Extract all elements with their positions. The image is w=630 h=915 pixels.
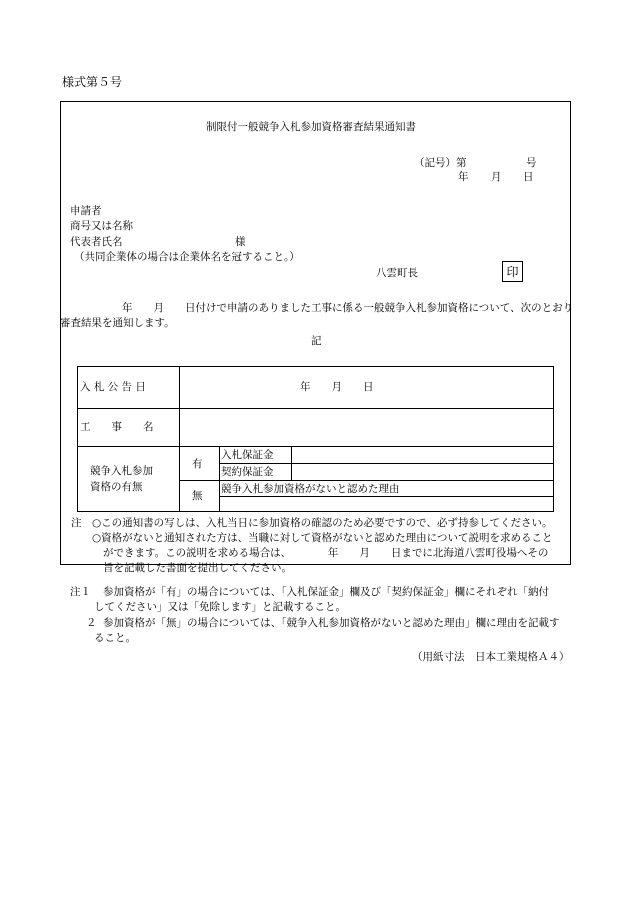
representative-label: 代表者氏名 [70,236,123,248]
body-line-1: 年 月 日付けで申請のありました工事に係る一般競争入札参加資格について、次のとおり [122,302,574,314]
contract-bond-label: 契約保証金 [221,466,274,478]
note-2-line-1: 参加資格が「無」の場合については、「競争入札参加資格がないと認めた理由」欄に理由を記載す [103,617,560,629]
company-name-label: 商号又は名称 [70,220,133,232]
work-name-label: 工 事 名 [80,421,154,433]
body-line-2: 審査結果を通知します。 [60,317,175,329]
date-year: 年 [458,171,469,183]
date-day: 日 [523,171,534,183]
inner-note-line-4: 旨を記載した書面を提出してください。 [103,562,292,574]
qualification-label-2: 資格の有無 [90,481,143,493]
jv-note: （共同企業体の場合は企業体名を冠すること。） [74,251,300,263]
paper-size-note: （用紙寸法 日本工業規格Ａ４） [412,651,570,663]
date-month: 月 [491,171,502,183]
reference-prefix: （記号）第 [414,157,467,169]
inner-note-line-1: ○この通知書の写しは、入札当日に参加資格の確認のため必要ですので、必ず持参してください。 [92,517,553,529]
applicant-label: 申請者 [70,205,102,217]
note-1-line-2: してください」又は「免除します」と記載すること。 [94,601,346,613]
seal-box: 印 [502,261,523,282]
notice-date-value: 年 月 日 [300,381,374,393]
inner-note-line-2: ○資格がないと通知された方は、当職に対して資格がないと認めた理由について説明を求めること [92,532,553,544]
form-number: 様式第５号 [62,75,123,89]
qualification-label-1: 競争入札参加 [90,465,153,477]
note-2-prefix: ２ [86,617,97,629]
notice-date-label: 入 札 公 告 日 [80,381,146,393]
document-title: 制限付一般競争入札参加資格審査結果通知書 [206,121,416,133]
note-2-line-2: ること。 [94,632,136,644]
honorific: 様 [235,236,246,248]
bid-bond-label: 入札保証金 [221,449,274,461]
reference-suffix: 号 [526,157,537,169]
ki-mark: 記 [311,335,322,347]
reason-label: 競争入札参加資格がないと認めた理由 [221,483,400,495]
note-1-prefix: 注１ [70,586,91,598]
qualified-no: 無 [192,490,203,502]
inner-note-line-3: ができます。この説明を求める場合は、 年 月 日までに北海道八雲町役場へその [103,547,549,559]
qualified-yes: 有 [192,458,203,470]
issuer: 八雲町長 [376,267,418,279]
note-1-line-1: 参加資格が「有」の場合については、「入札保証金」欄及び「契約保証金」欄にそれぞれ「納付 [103,586,550,598]
inner-note-prefix: 注 [71,517,82,529]
